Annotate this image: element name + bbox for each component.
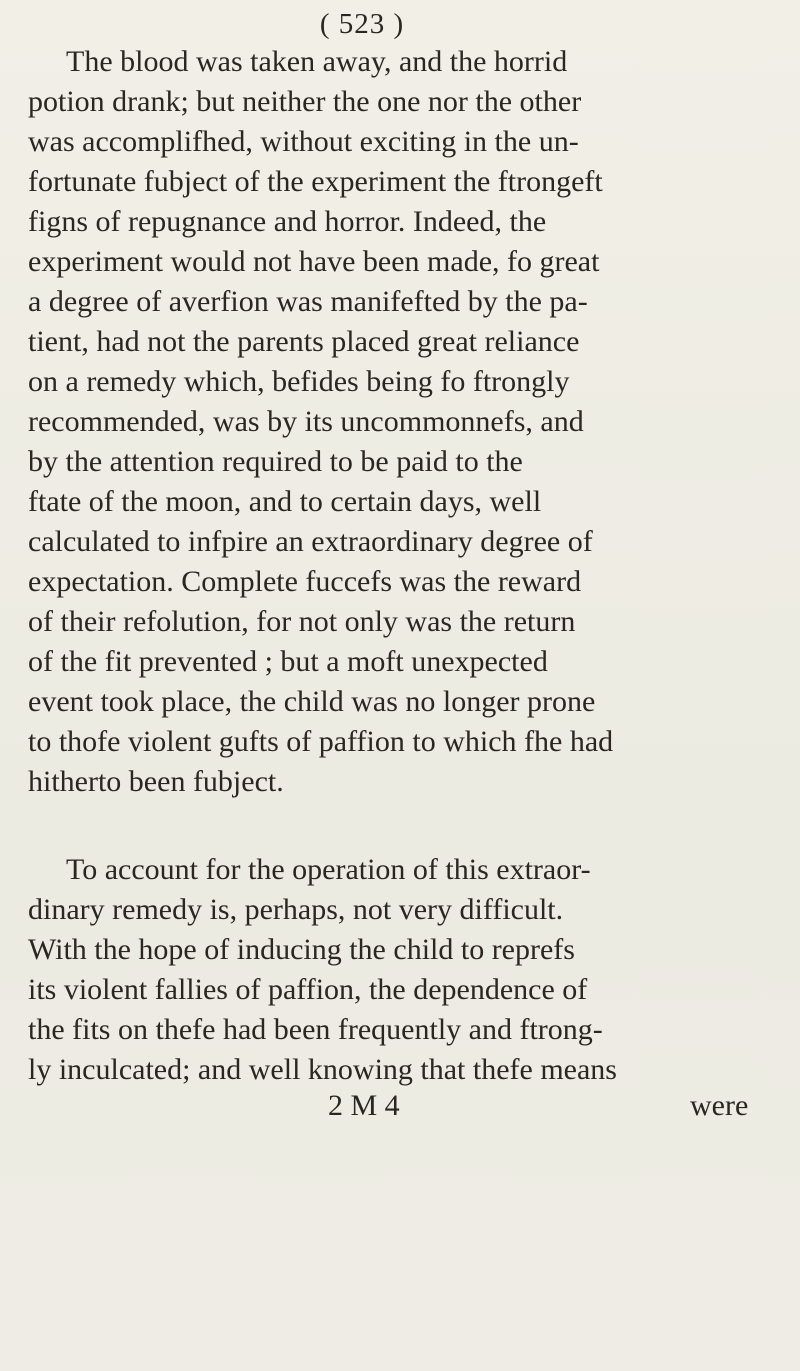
text-line: With the hope of inducing the child to reprefs	[28, 933, 575, 966]
text-line: expectation. Complete fuccefs was the reward	[28, 565, 582, 598]
page-number: ( 523 )	[319, 8, 405, 40]
page-footer	[0, 1086, 800, 1126]
text-line: ftate of the moon, and to certain days, well	[28, 485, 542, 518]
text-line: fortunate fubject of the experiment the ftrongeft	[28, 165, 603, 198]
text-line: to thofe violent gufts of paffion to which fhe had	[28, 725, 614, 758]
text-line: a degree of averfion was manifefted by the pa-	[28, 285, 588, 318]
text-line: its violent fallies of paffion, the dependence of	[28, 973, 588, 1006]
text-line: of their refolution, for not only was the return	[28, 605, 576, 638]
text-line: hitherto been fubject.	[28, 765, 284, 798]
text-line: potion drank; but neither the one nor the other	[28, 85, 582, 118]
text-line: The blood was taken away, and the horrid	[66, 45, 568, 78]
text-line: calculated to infpire an extraordinary degree of	[28, 525, 593, 558]
text-line: of the fit prevented ; but a moft unexpected	[28, 645, 548, 678]
text-line: by the attention required to be paid to the	[28, 445, 523, 478]
text-line: experiment would not have been made, fo great	[28, 245, 600, 278]
text-line: event took place, the child was no longer prone	[28, 685, 596, 718]
text-line: dinary remedy is, perhaps, not very difficult.	[28, 893, 564, 926]
catchword: were	[690, 1089, 749, 1122]
text-line: figns of repugnance and horror. Indeed, the	[28, 205, 547, 238]
text-line: recommended, was by its uncommonnefs, and	[28, 405, 584, 438]
text-line: was accomplifhed, without exciting in the un-	[28, 125, 579, 158]
signature-mark: 2 M 4	[328, 1089, 400, 1122]
text-line: To account for the operation of this extraor-	[66, 853, 591, 886]
text-line: ly inculcated; and well knowing that thefe means	[28, 1053, 617, 1086]
text-line: the fits on thefe had been frequently and ftrong-	[28, 1013, 603, 1046]
text-line: on a remedy which, befides being fo ftrongly	[28, 365, 570, 398]
text-line: tient, had not the parents placed great reliance	[28, 325, 580, 358]
